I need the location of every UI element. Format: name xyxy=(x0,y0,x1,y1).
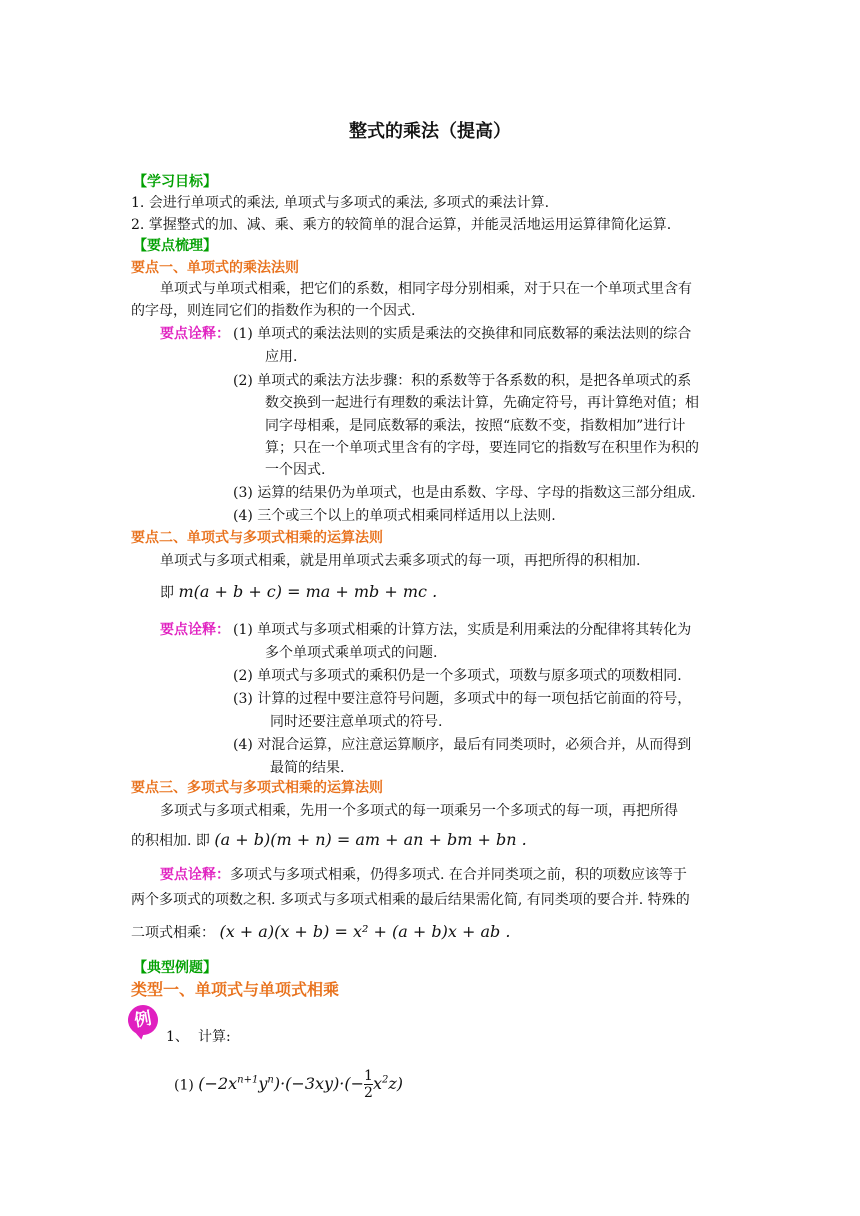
type1-heading: 类型一、单项式与单项式相乘 xyxy=(131,980,340,999)
note-text: 多项式与多项式相乘，仍得多项式. 在合并同类项之前，积的项数应该等于 xyxy=(230,867,687,883)
question-text: 计算: xyxy=(198,1029,231,1045)
binomial-product-formula: (x + a)(x + b) = x² + (a + b)x + ab . xyxy=(219,922,511,941)
note-line: (2) 单项式的乘法方法步骤：积的系数等于各系数的积，是把各单项式的系 xyxy=(233,373,692,389)
note-line: 算；只在一个单项式里含有的字母，要连同它的指数写在积里作为积的 xyxy=(265,440,699,456)
paragraph-prefix: 的积相加. 即 xyxy=(131,833,210,849)
note-line: 同时还要注意单项式的符号. xyxy=(270,714,443,730)
fraction-numerator: 1 xyxy=(364,1068,373,1085)
formula-prefix: 即 xyxy=(160,585,174,601)
objective-item: 2. 掌握整式的加、减、乘、乘方的较简单的混合运算，并能灵活地运用运算律简化运算. xyxy=(131,217,672,233)
exercise-label: (1) xyxy=(174,1077,194,1094)
note-line: 多个单项式乘单项式的问题. xyxy=(265,645,438,661)
formula-line xyxy=(160,582,437,603)
note-line: (2) 单项式与多项式的乘积仍是一个多项式，项数与原多项式的项数相同. xyxy=(233,668,682,684)
distributive-formula: m(a + b + c) = ma + mb + mc . xyxy=(178,582,438,601)
note-line: (4) 三个或三个以上的单项式相乘同样适用以上法则. xyxy=(233,508,556,524)
examples-heading: 【典型例题】 xyxy=(133,960,217,976)
point1-heading: 要点一、单项式的乘法法则 xyxy=(131,260,299,276)
formula-part: (−2x xyxy=(198,1074,238,1094)
exponent: n+1 xyxy=(237,1075,259,1086)
objectives-heading: 【学习目标】 xyxy=(133,174,217,190)
fraction-denominator: 2 xyxy=(364,1085,373,1102)
note-line: 同字母相乘，是同底数幂的乘法，按照“底数不变，指数相加”进行计 xyxy=(265,418,686,434)
formula-line xyxy=(131,830,527,851)
note-line: 应用. xyxy=(265,349,298,365)
note-line: 最简的结果. xyxy=(270,760,345,776)
note-line: 一个因式. xyxy=(265,462,326,478)
exponent: n xyxy=(267,1075,274,1086)
note-line: (3) 计算的过程中要注意符号问题，多项式中的每一项包括它前面的符号， xyxy=(233,691,692,707)
formula-part: z) xyxy=(388,1074,404,1094)
formula-part: x xyxy=(372,1074,382,1094)
paragraph: 的字母，则连同它们的指数作为积的一个因式. xyxy=(131,303,416,319)
note-label: 要点诠释： xyxy=(160,867,230,883)
example-badge-icon: 例 xyxy=(126,1003,161,1038)
note-label: 要点诠释： xyxy=(160,326,230,342)
summary-heading: 【要点梳理】 xyxy=(133,238,217,254)
exercise-1 xyxy=(174,1064,403,1102)
formula-part: )·(−3xy)·(− xyxy=(273,1074,365,1094)
paragraph: 单项式与多项式相乘，就是用单项式去乘多项式的每一项，再把所得的积相加. xyxy=(160,553,641,569)
note-line: (1) 单项式与多项式相乘的计算方法，实质是利用乘法的分配律将其转化为 xyxy=(233,622,692,638)
page-title: 整式的乘法（提高） xyxy=(349,121,511,142)
note-label: 要点诠释： xyxy=(160,622,230,638)
paragraph-prefix: 二项式相乘： xyxy=(131,925,215,941)
note-line: (3) 运算的结果仍为单项式，也是由系数、字母、字母的指数这三部分组成. xyxy=(233,485,696,501)
point2-heading: 要点二、单项式与多项式相乘的运算法则 xyxy=(131,530,383,546)
point3-heading: 要点三、多项式与多项式相乘的运算法则 xyxy=(131,780,383,796)
paragraph: 多项式与多项式相乘，先用一个多项式的每一项乘另一个多项式的每一项，再把所得 xyxy=(160,803,678,819)
polynomial-product-formula: (a + b)(m + n) = am + an + bm + bn . xyxy=(214,830,527,849)
fraction xyxy=(364,1068,373,1101)
note-line xyxy=(160,865,687,885)
note-line: (4) 对混合运算，应注意运算顺序，最后有同类项时，必须合并，从而得到 xyxy=(233,737,692,753)
question-number: 1、 xyxy=(166,1029,189,1045)
paragraph: 单项式与单项式相乘，把它们的系数，相同字母分别相乘，对于只在一个单项式里含有 xyxy=(160,281,692,297)
note-line: 数交换到一起进行有理数的乘法计算，先确定符号，再计算绝对值；相 xyxy=(265,395,699,411)
formula-line xyxy=(131,922,510,943)
formula-part: y xyxy=(258,1074,268,1094)
exercise-formula xyxy=(198,1068,404,1102)
objective-item: 1. 会进行单项式的乘法, 单项式与多项式的乘法, 多项式的乘法计算. xyxy=(131,195,550,211)
exponent: 2 xyxy=(382,1075,389,1086)
note-line: (1) 单项式的乘法法则的实质是乘法的交换律和同底数幂的乘法法则的综合 xyxy=(233,326,692,342)
note-line: 两个多项式的项数之积. 多项式与多项式相乘的最后结果需化简, 有同类项的要合并. 特殊的 xyxy=(131,892,690,908)
